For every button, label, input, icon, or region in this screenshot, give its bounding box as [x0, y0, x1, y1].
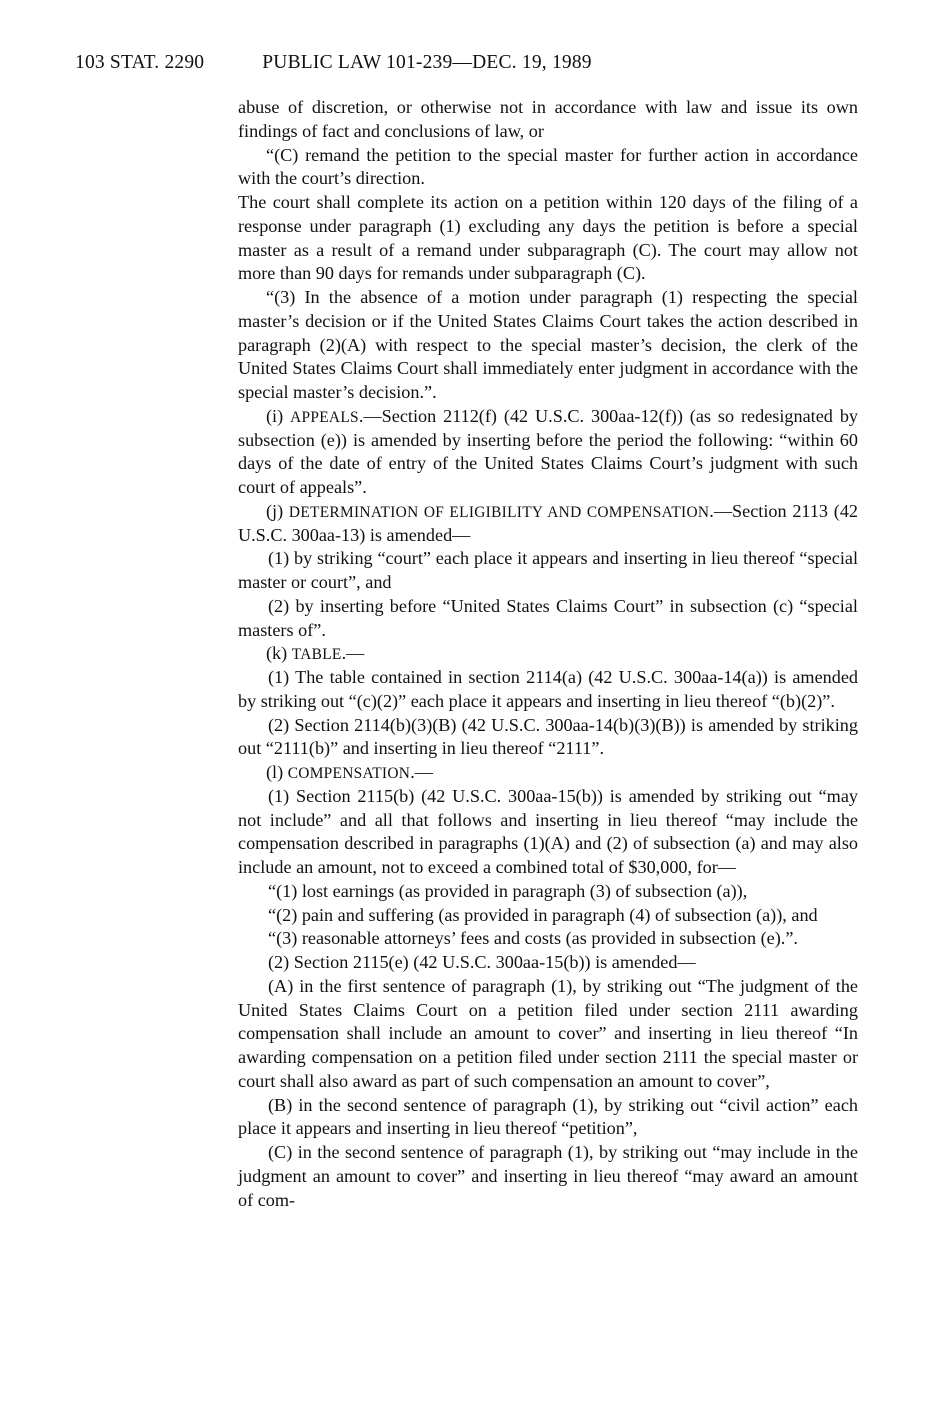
- paragraph: (B) in the second sentence of paragraph (1), by striking out “civil action” each place it appears and inserting in lieu thereof “petition”,: [238, 1094, 858, 1139]
- paragraph: (2) Section 2115(e) (42 U.S.C. 300aa-15(b)) is amended—: [268, 952, 696, 972]
- paragraph: (k) TABLE.—: [266, 643, 365, 664]
- paragraph: (j) DETERMINATION OF ELIGIBILITY AND COMPENSATION.—Section 2113 (42 U.S.C. 300aa-13) is amended—: [238, 500, 859, 545]
- paragraph: (1) by striking “court” each place it appears and inserting in lieu thereof “special master or court”, and: [238, 548, 858, 592]
- paragraph: (2) Section 2114(b)(3)(B) (42 U.S.C. 300aa-14(b)(3)(B)) is amended by striking out “2111(b)” and inserting in lieu thereof “2111”.: [238, 714, 858, 759]
- paragraph: (1) Section 2115(b) (42 U.S.C. 300aa-15(b)) is amended by striking out “may not include” and all that follows and inserting in lieu thereof “may include the compensation described in paragraphs (1)(A) and (2) of subsection (a) and may also include an amount, not to exceed a combined total of $30,000, for—: [238, 785, 858, 877]
- document-body: [238, 96, 858, 1212]
- header-public-law: PUBLIC LAW 101-239—DEC. 19, 1989: [262, 52, 592, 73]
- paragraph: “(3) In the absence of a motion under paragraph (1) respecting the special master’s decision or if the United States Claims Court takes the action described in paragraph (2)(A) with respect to the special master’s decision, the clerk of the United States Claims Court shall immediately enter judgment in accordance with the special master’s decision.”.: [238, 287, 858, 402]
- header-statute-citation: 103 STAT. 2290: [75, 52, 205, 73]
- paragraph: (C) in the second sentence of paragraph (1), by striking out “may include in the judgment an amount to cover” and inserting in lieu thereof “may award an amount of com-: [238, 1142, 858, 1210]
- paragraph: abuse of discretion, or otherwise not in accordance with law and issue its own findings of fact and conclusions of law, or: [238, 97, 858, 141]
- paragraph: “(2) pain and suffering (as provided in paragraph (4) of subsection (a)), and: [268, 904, 818, 925]
- paragraph: The court shall complete its action on a petition within 120 days of the filing of a response under paragraph (1) excluding any days the petition is before a special master as a result of a remand under subparagraph (C). The court may allow not more than 90 days for remands under subparagraph (C).: [238, 192, 858, 284]
- paragraph: (l) COMPENSATION.—: [266, 762, 433, 782]
- paragraph: (i) APPEALS.—Section 2112(f) (42 U.S.C. 300aa-12(f)) (as so redesignated by subsection (e)) is amended by inserting before the period the following: “within 60 days of the date of entry of the United States Claims Court’s judgment with such court of appeals”.: [238, 405, 859, 497]
- paragraph: “(3) reasonable attorneys’ fees and costs (as provided in subsection (e).”.: [268, 928, 798, 949]
- paragraph: “(1) lost earnings (as provided in paragraph (3) of subsection (a)),: [268, 880, 748, 901]
- paragraph: (2) by inserting before “United States Claims Court” in subsection (c) “special masters of”.: [238, 595, 858, 640]
- paragraph: (1) The table contained in section 2114(a) (42 U.S.C. 300aa-14(a)) is amended by striking out “(c)(2)” each place it appears and inserting in lieu thereof “(b)(2)”.: [238, 667, 858, 711]
- page-header: [75, 52, 865, 74]
- paragraph: “(C) remand the petition to the special master for further action in accordance with the court’s direction.: [238, 144, 858, 189]
- paragraph: (A) in the first sentence of paragraph (1), by striking out “The judgment of the United States Claims Court on a petition filed under section 2111 awarding compensation shall include an amount to cover” and inserting in lieu thereof “In awarding compensation on a petition filed under section 2111 the special master or court shall also award as part of such compensation an amount to cover”,: [238, 975, 858, 1091]
